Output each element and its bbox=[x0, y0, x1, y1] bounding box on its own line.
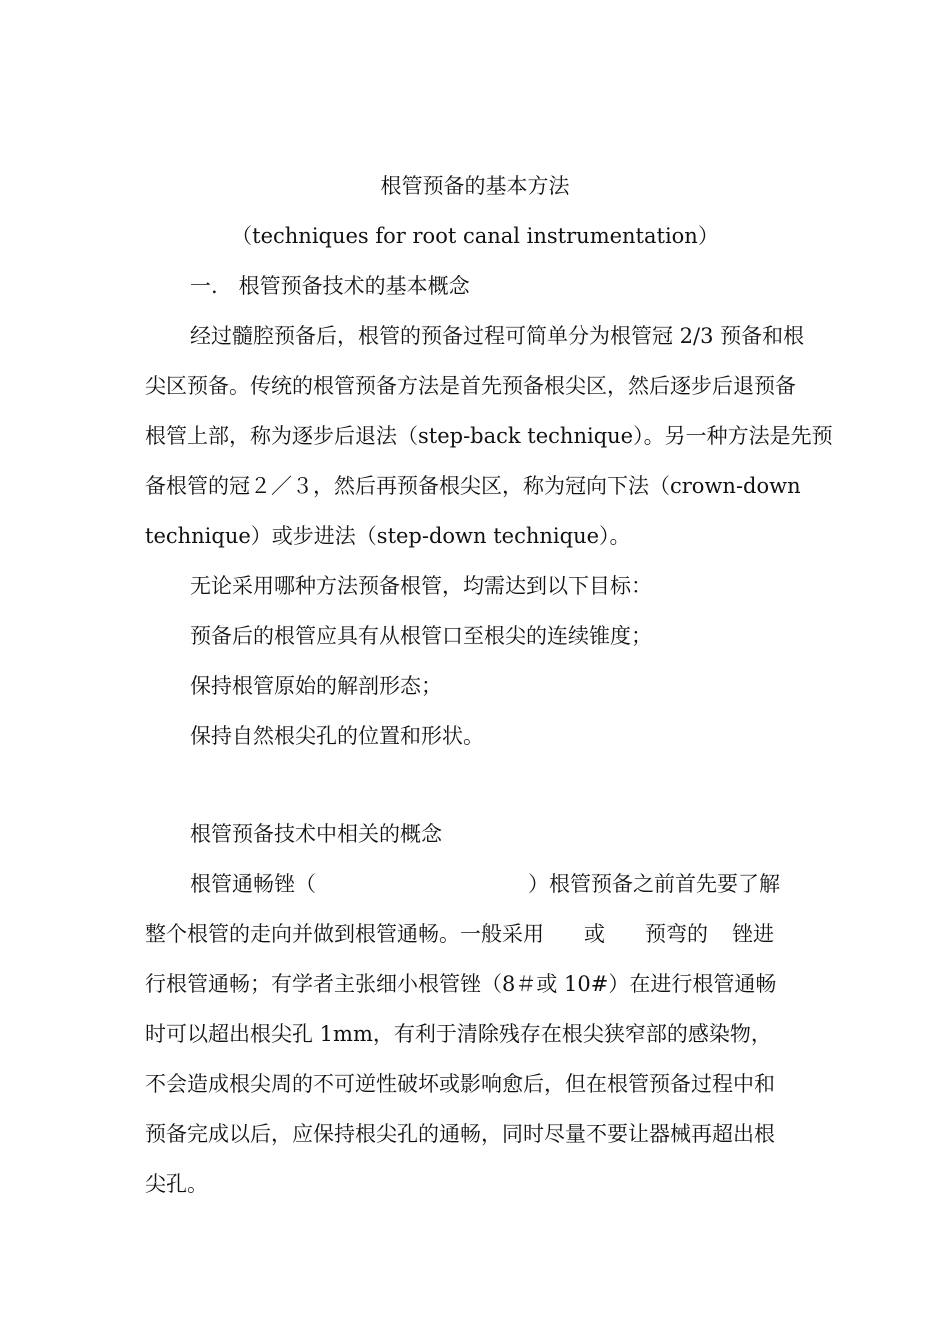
paragraph-2-line-4: 时可以超出根尖孔 1mm，有利于清除残存在根尖狭窄部的感染物， bbox=[145, 1022, 772, 1046]
paragraph-2-line-1 bbox=[190, 870, 780, 898]
paragraph-2-line-2-part-3: 预弯的 bbox=[645, 922, 708, 946]
paragraph-2-line-1-start: 根管通畅锉（ bbox=[190, 872, 316, 896]
paragraph-1-line-5: technique）或步进法（step-down technique）。 bbox=[145, 524, 631, 548]
goal-item: 保持根管原始的解剖形态； bbox=[190, 674, 442, 698]
paragraph-2-line-1-end: ）根管预备之前首先要了解 bbox=[528, 872, 780, 896]
paragraph-2-line-6: 预备完成以后，应保持根尖孔的通畅，同时尽量不要让器械再超出根 bbox=[145, 1122, 775, 1146]
paragraph-1-line-3: 根管上部，称为逐步后退法（step-back technique）。另一种方法是先预 bbox=[145, 424, 833, 448]
paragraph-2-line-2-part-1: 整个根管的走向并做到根管通畅。一般采用 bbox=[145, 922, 544, 946]
section-heading-1: 一. 根管预备技术的基本概念 bbox=[190, 274, 470, 298]
goal-item: 保持自然根尖孔的位置和形状。 bbox=[190, 724, 484, 748]
paragraph-1-line-2: 尖区预备。传统的根管预备方法是首先预备根尖区，然后逐步后退预备 bbox=[145, 374, 796, 398]
paragraph-1-line-4: 备根管的冠２／３，然后再预备根尖区，称为冠向下法（crown-down bbox=[145, 474, 801, 498]
paragraph-1-line-1: 经过髓腔预备后，根管的预备过程可简单分为根管冠 2/3 预备和根 bbox=[190, 324, 805, 348]
document-title: 根管预备的基本方法 bbox=[380, 174, 570, 198]
paragraph-2-line-2-part-4: 锉进 bbox=[732, 922, 774, 946]
section-heading-2: 根管预备技术中相关的概念 bbox=[190, 822, 442, 846]
goal-item: 预备后的根管应具有从根管口至根尖的连续锥度； bbox=[190, 624, 652, 648]
paragraph-2-line-5: 不会造成根尖周的不可逆性破坏或影响愈后，但在根管预备过程中和 bbox=[145, 1072, 775, 1096]
paragraph-2-line-3: 行根管通畅；有学者主张细小根管锉（8＃或 10#）在进行根管通畅 bbox=[145, 972, 777, 996]
document-subtitle: （techniques for root canal instrumentation） bbox=[231, 224, 719, 248]
paragraph-2-line-7: 尖孔。 bbox=[145, 1172, 208, 1196]
paragraph-2-line-2-part-2: 或 bbox=[584, 922, 605, 946]
goals-intro: 无论采用哪种方法预备根管，均需达到以下目标： bbox=[190, 574, 652, 598]
paragraph-2-line-2 bbox=[145, 920, 774, 948]
